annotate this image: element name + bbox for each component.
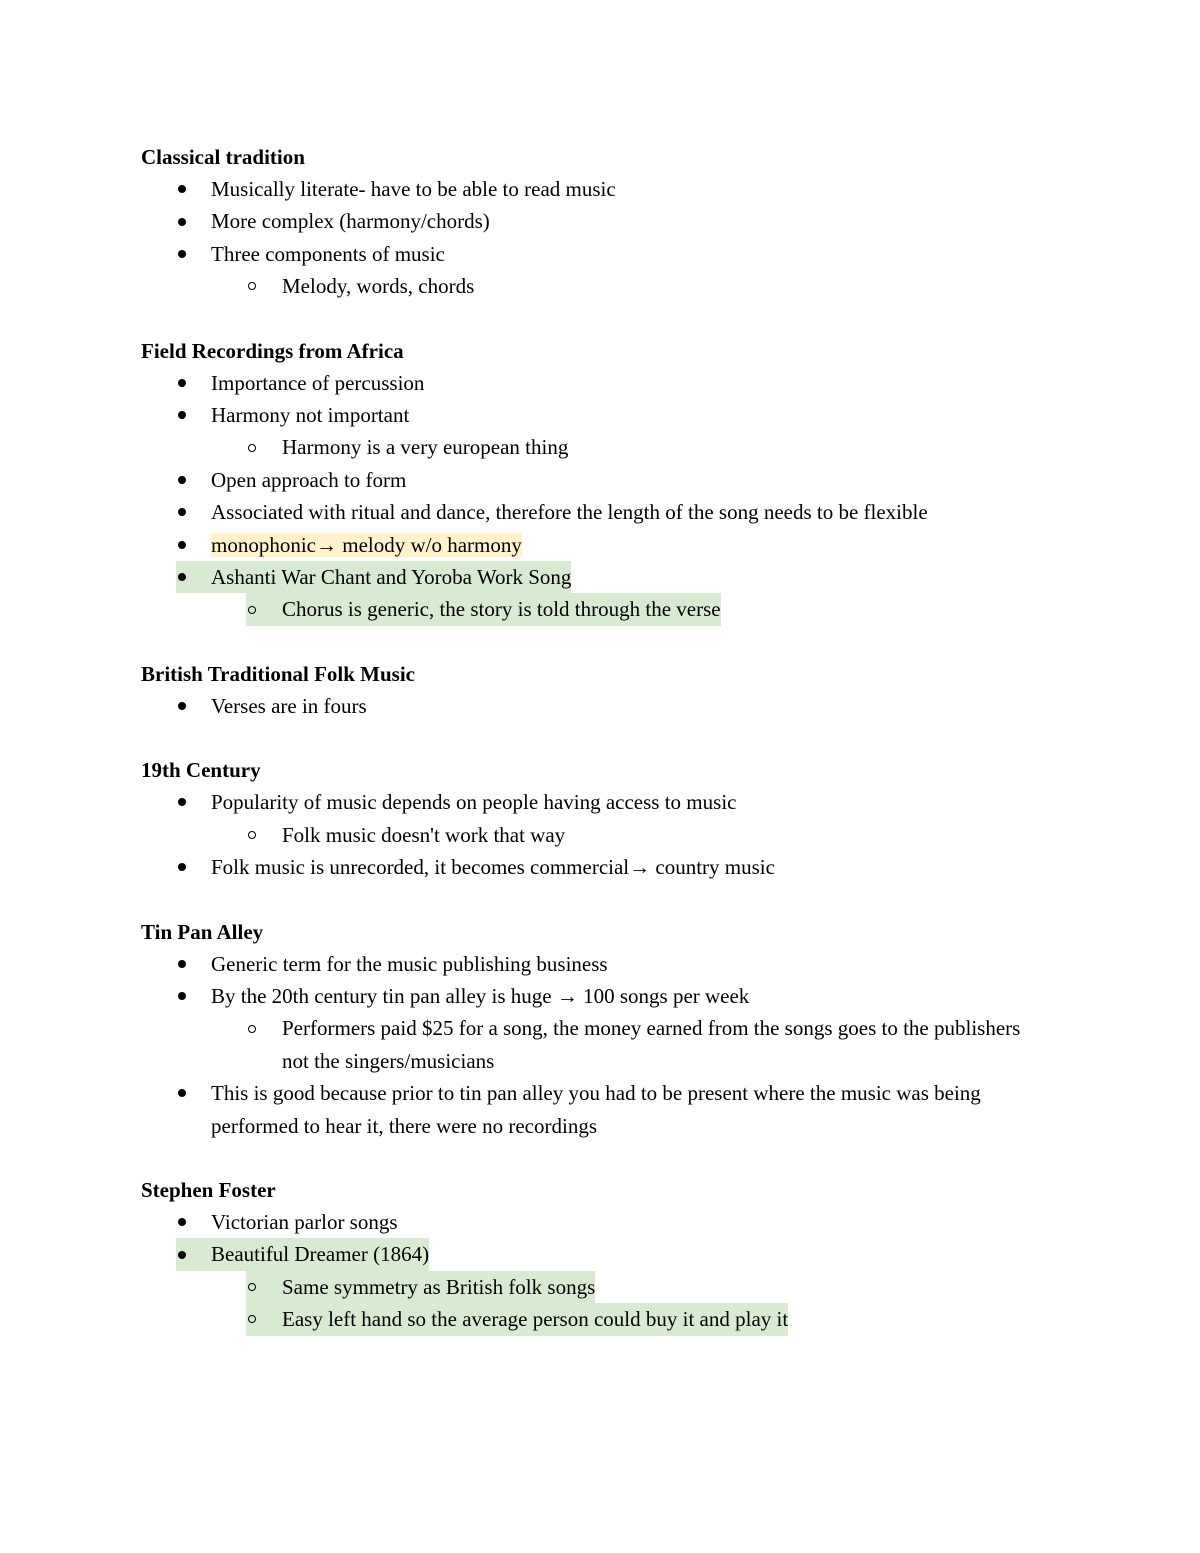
bullet-dot-icon [178,786,186,818]
list-item-text: Folk music is unrecorded, it becomes commercial→ country music [211,855,775,880]
list-item-text: Chorus is generic, the story is told through the verse [282,597,721,622]
section-field-recordings [141,335,1050,626]
list-item [141,786,1050,818]
bullet-circle-icon [248,1303,256,1335]
highlight-box [176,561,571,593]
highlight-box [246,1271,595,1303]
bullet-dot-icon [178,238,186,270]
list-item-highlighted-green [176,561,1050,593]
list-item-text: Popularity of music depends on people having access to music [211,790,737,815]
bullet-list [141,367,1050,626]
list-item-text: Harmony is a very european thing [282,435,569,460]
highlight-box [176,1238,429,1270]
bullet-dot-icon [178,948,186,980]
section-heading: 19th Century [141,758,261,783]
list-item-text: Melody, words, chords [282,274,475,299]
bullet-list [141,690,1050,722]
section-british-folk [141,658,1050,722]
list-item-text: Harmony not important [211,403,410,428]
list-item [141,690,1050,722]
list-item [141,173,1050,205]
bullet-list [141,948,1050,1142]
list-item-text: Verses are in fours [211,693,367,718]
bullet-dot-icon [178,399,186,431]
list-item-highlighted-green [246,1271,1050,1303]
list-item [141,980,1050,1012]
list-item [141,464,1050,496]
bullet-circle-icon [248,593,256,625]
bullet-dot-icon [178,464,186,496]
section-heading: Stephen Foster [141,1177,276,1202]
bullet-dot-icon [178,496,186,528]
bullet-list [141,1206,1050,1336]
list-item [141,819,1050,851]
list-item [141,1206,1050,1238]
list-item [141,1077,1050,1142]
bullet-circle-icon [248,1271,256,1303]
section-heading: Classical tradition [141,145,305,169]
list-item-text: Importance of percussion [211,370,425,395]
bullet-dot-icon [178,529,186,561]
list-item-text: More complex (harmony/chords) [211,209,490,234]
list-item-text: Folk music doesn't work that way [282,822,566,847]
bullet-list [141,173,1050,303]
bullet-dot-icon [178,1238,186,1270]
bullet-circle-icon [248,1012,256,1044]
list-item-text: This is good because prior to tin pan alley you had to be present where the music was being performed to hear it, there were no recordings [211,1081,981,1138]
list-item [141,367,1050,399]
list-item [141,1012,1050,1077]
list-item-highlighted-green [246,593,1050,625]
list-item-text: Open approach to form [211,467,407,492]
section-19th-century [141,754,1050,883]
list-item-text: Three components of music [211,241,445,266]
list-item-text: Performers paid $25 for a song, the money earned from the songs goes to the publishers not the singers/musicians [282,1016,1021,1073]
list-item-text: Associated with ritual and dance, therefore the length of the song needs to be flexible [211,500,928,525]
list-item [141,496,1050,528]
list-item [141,399,1050,431]
section-heading: Tin Pan Alley [141,919,264,944]
bullet-dot-icon [178,690,186,722]
list-item-text: Easy left hand so the average person could buy it and play it [282,1307,789,1332]
section-heading: British Traditional Folk Music [141,661,416,686]
list-item [141,851,1050,883]
bullet-circle-icon [248,270,256,302]
list-item-highlighted-green [176,1238,1050,1270]
list-item-text: By the 20th century tin pan alley is huge → 100 songs per week [211,983,750,1008]
bullet-circle-icon [248,819,256,851]
section-tin-pan-alley [141,916,1050,1142]
list-item [141,205,1050,237]
list-item-highlighted-green [246,1303,1050,1335]
bullet-dot-icon [178,980,186,1012]
list-item-text: Musically literate- have to be able to read music [211,177,616,201]
bullet-dot-icon [178,1206,186,1238]
highlight-box [246,593,721,625]
bullet-dot-icon [178,1077,186,1109]
list-item-text: monophonic→ melody w/o harmony [211,532,522,557]
list-item-text: Ashanti War Chant and Yoroba Work Song [211,565,572,590]
list-item [141,431,1050,463]
section-heading: Field Recordings from Africa [141,338,404,363]
bullet-dot-icon [178,367,186,399]
list-item-text: Generic term for the music publishing business [211,951,608,976]
section-stephen-foster [141,1174,1050,1336]
bullet-list [141,786,1050,883]
list-item-text: Victorian parlor songs [211,1209,398,1234]
highlight-box [246,1303,788,1335]
list-item [141,270,1050,302]
bullet-dot-icon [178,561,186,593]
bullet-dot-icon [178,851,186,883]
bullet-dot-icon [178,205,186,237]
section-classical-tradition [141,141,1050,303]
bullet-dot-icon [178,173,186,205]
list-item [141,238,1050,270]
list-item [141,948,1050,980]
list-item-text: Beautiful Dreamer (1864) [211,1242,430,1267]
bullet-circle-icon [248,431,256,463]
list-item-highlighted-yellow [141,529,1050,561]
list-item-text: Same symmetry as British folk songs [282,1274,596,1299]
